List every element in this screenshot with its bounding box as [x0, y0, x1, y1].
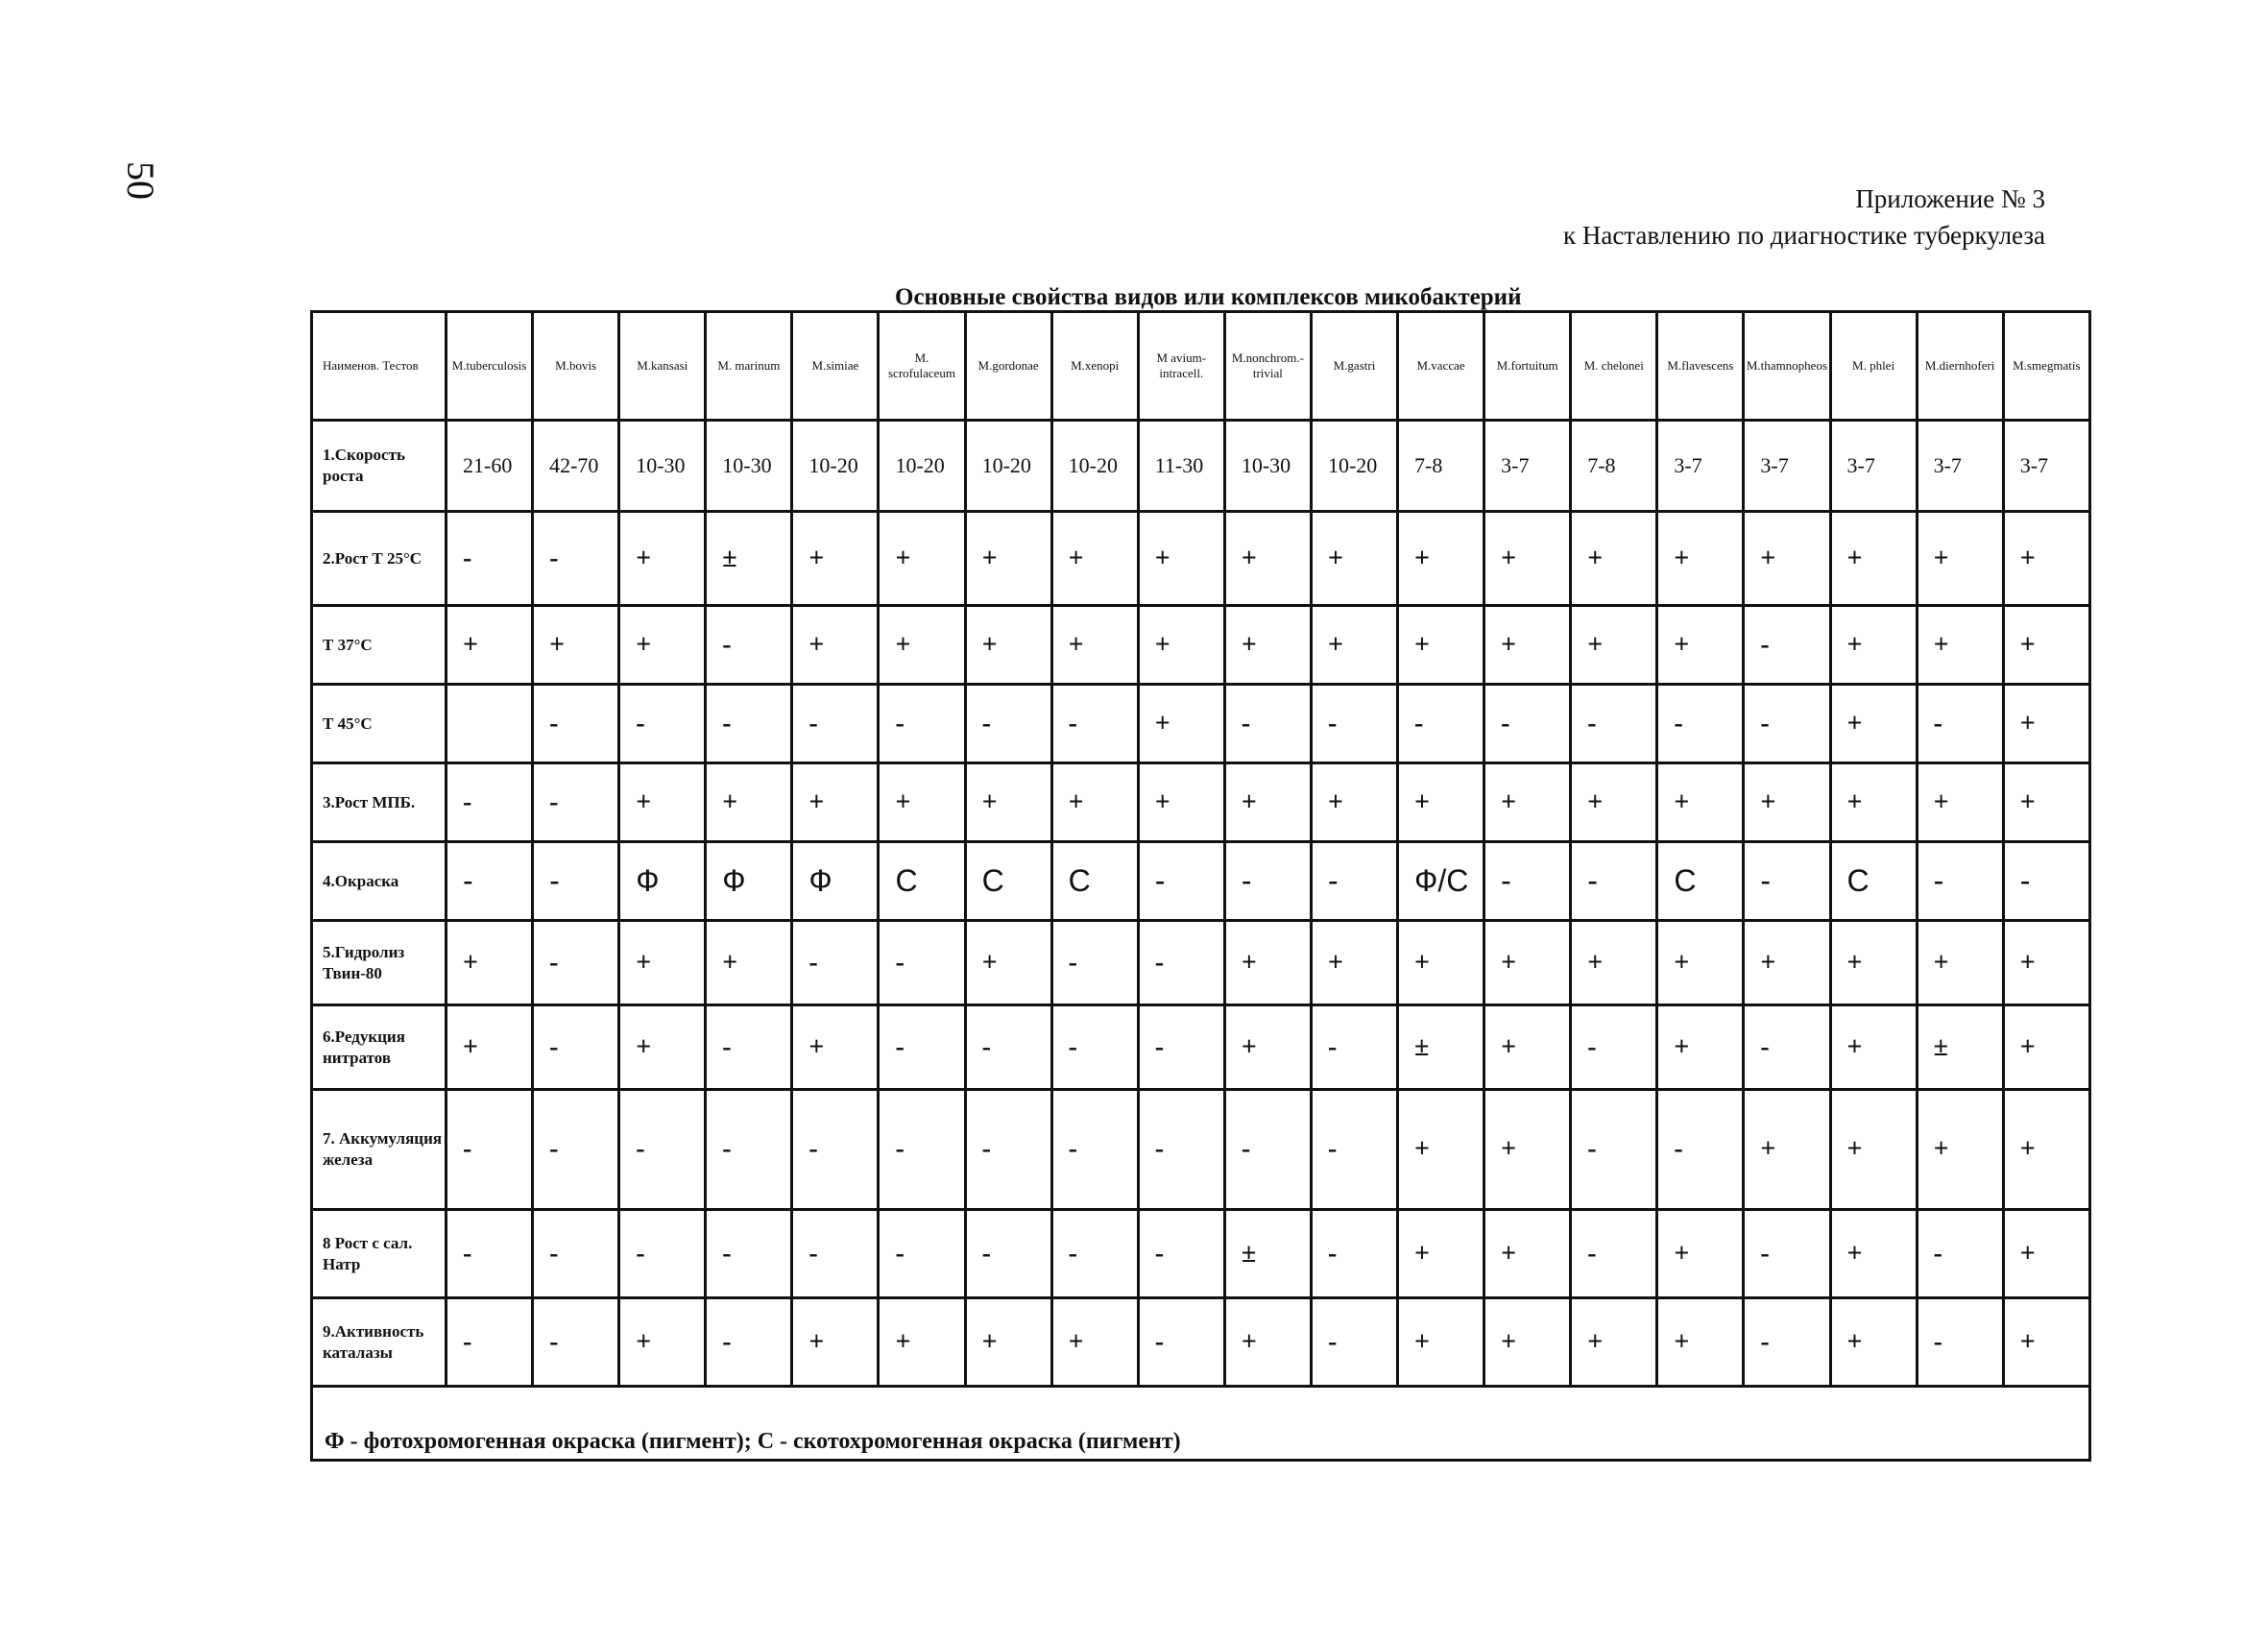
column-header: M. chelonei — [1571, 312, 1657, 421]
table-cell: + — [1484, 512, 1571, 606]
column-header: M.kansasi — [619, 312, 706, 421]
properties-table — [310, 310, 2091, 1462]
table-cell: - — [619, 1210, 706, 1298]
table-cell: 7-8 — [1571, 421, 1657, 512]
row-label: 2.Рост Т 25°С — [312, 512, 446, 606]
column-header: M.gastri — [1311, 312, 1397, 421]
table-cell: + — [2003, 1298, 2089, 1387]
table-cell: + — [1224, 921, 1311, 1005]
table-cell: + — [879, 606, 965, 685]
table-cell: 10-20 — [1051, 421, 1138, 512]
table-cell: С — [1657, 842, 1744, 921]
table-cell: - — [792, 1210, 879, 1298]
table-cell: + — [965, 606, 1051, 685]
table-cell: + — [1830, 512, 1917, 606]
table-cell: + — [1830, 763, 1917, 842]
table-cell: - — [706, 685, 792, 763]
table-cell: - — [1051, 1005, 1138, 1090]
table-cell: - — [879, 1005, 965, 1090]
table-cell: - — [1224, 1090, 1311, 1210]
table-cell: - — [1051, 1210, 1138, 1298]
table-cell: - — [879, 921, 965, 1005]
table-cell: + — [619, 1005, 706, 1090]
row-label: 6.Редукция нитратов — [312, 1005, 446, 1090]
table-cell: + — [2003, 685, 2089, 763]
row-label: Т 45°С — [312, 685, 446, 763]
table-cell: - — [619, 685, 706, 763]
table-cell: 42-70 — [533, 421, 619, 512]
table-cell: + — [1398, 921, 1484, 1005]
appendix-line-1: Приложение № 3 — [1855, 184, 2045, 213]
table-cell: + — [1744, 921, 1830, 1005]
table-cell: 3-7 — [1917, 421, 2003, 512]
table-cell: - — [1917, 1298, 2003, 1387]
table-cell: Ф — [706, 842, 792, 921]
table-cell: + — [1657, 763, 1744, 842]
table-cell: - — [1744, 685, 1830, 763]
table-cell: - — [1744, 842, 1830, 921]
column-header: M.gordonae — [965, 312, 1051, 421]
table-cell: - — [533, 763, 619, 842]
table-cell: + — [1398, 512, 1484, 606]
table-cell: + — [1917, 763, 2003, 842]
column-header: M.bovis — [533, 312, 619, 421]
table-cell: + — [2003, 763, 2089, 842]
appendix-note — [1563, 181, 2045, 254]
table-cell: 10-20 — [1311, 421, 1397, 512]
table-cell: - — [706, 606, 792, 685]
table-cell: - — [446, 1298, 533, 1387]
table-cell: С — [879, 842, 965, 921]
column-header: M.vaccae — [1398, 312, 1484, 421]
table-cell: ± — [706, 512, 792, 606]
table-cell: + — [1051, 512, 1138, 606]
table-cell: + — [1571, 512, 1657, 606]
table-cell: + — [1830, 921, 1917, 1005]
table-cell: - — [446, 512, 533, 606]
table-cell: + — [1830, 1005, 1917, 1090]
table-cell: + — [1398, 763, 1484, 842]
table-cell: + — [1830, 685, 1917, 763]
table-cell: 7-8 — [1398, 421, 1484, 512]
table-cell: + — [1398, 1090, 1484, 1210]
table-cell: + — [1744, 763, 1830, 842]
table-cell: - — [792, 685, 879, 763]
table-cell: + — [1051, 763, 1138, 842]
table-cell: + — [965, 921, 1051, 1005]
header-row — [312, 312, 2090, 421]
table-cell: - — [1311, 1298, 1397, 1387]
table-cell: + — [1917, 921, 2003, 1005]
table-cell: - — [1311, 685, 1397, 763]
table-cell: + — [1917, 1090, 2003, 1210]
table-cell: 3-7 — [2003, 421, 2089, 512]
table-cell: + — [1224, 606, 1311, 685]
table-cell: - — [1571, 842, 1657, 921]
table-cell: - — [1311, 842, 1397, 921]
column-header: M.fortuitum — [1484, 312, 1571, 421]
table-row — [312, 1298, 2090, 1387]
table-cell: - — [1138, 1298, 1224, 1387]
table-cell: ± — [1398, 1005, 1484, 1090]
table-cell: + — [1657, 606, 1744, 685]
table-cell: 3-7 — [1830, 421, 1917, 512]
column-header: M avium-intracell. — [1138, 312, 1224, 421]
table-row — [312, 842, 2090, 921]
table-cell: - — [2003, 842, 2089, 921]
table-cell: + — [1657, 1298, 1744, 1387]
table-cell: - — [1744, 606, 1830, 685]
table-cell: - — [706, 1210, 792, 1298]
table-cell: - — [1571, 1005, 1657, 1090]
table-cell: + — [1138, 763, 1224, 842]
table-cell: - — [533, 1298, 619, 1387]
table-cell: + — [1917, 512, 2003, 606]
table-cell: - — [1917, 1210, 2003, 1298]
table-cell: + — [1657, 1210, 1744, 1298]
table-cell: + — [965, 512, 1051, 606]
table-cell: - — [1571, 685, 1657, 763]
table-cell: + — [1224, 1005, 1311, 1090]
appendix-line-2: к Наставлению по диагностике туберкулеза — [1562, 221, 2045, 250]
table-cell: - — [965, 1005, 1051, 1090]
table-cell: + — [1571, 763, 1657, 842]
table-row — [312, 606, 2090, 685]
table-cell: + — [1484, 1005, 1571, 1090]
table-cell: + — [446, 606, 533, 685]
table-cell: - — [792, 921, 879, 1005]
table-cell: - — [446, 842, 533, 921]
column-header: M. scrofulaceum — [879, 312, 965, 421]
table-cell: С — [1051, 842, 1138, 921]
table-cell: - — [1224, 842, 1311, 921]
table-cell: + — [1571, 1298, 1657, 1387]
table-row — [312, 1005, 2090, 1090]
table-row — [312, 512, 2090, 606]
column-header: M. marinum — [706, 312, 792, 421]
column-header: M. phlei — [1830, 312, 1917, 421]
table-cell: С — [1830, 842, 1917, 921]
table-cell: - — [1657, 685, 1744, 763]
table-cell: - — [533, 1210, 619, 1298]
table-cell: ± — [1917, 1005, 2003, 1090]
table-cell: + — [965, 1298, 1051, 1387]
row-label: 1.Скорость роста — [312, 421, 446, 512]
table-cell: + — [2003, 606, 2089, 685]
table-cell: + — [706, 763, 792, 842]
table-row — [312, 421, 2090, 512]
table-cell: + — [1138, 512, 1224, 606]
table-cell: - — [706, 1298, 792, 1387]
table-cell: - — [446, 1090, 533, 1210]
table-cell: + — [619, 763, 706, 842]
column-header: M.flavescens — [1657, 312, 1744, 421]
table-cell: + — [879, 1298, 965, 1387]
table-cell: + — [1224, 763, 1311, 842]
table-cell: + — [1484, 606, 1571, 685]
legend-text: Ф - фотохромогенная окраска (пигмент); С - скотохромогенная окраска (пигмент) — [312, 1387, 2090, 1461]
table-cell: - — [1051, 1090, 1138, 1210]
table-cell: + — [792, 512, 879, 606]
table-cell: - — [446, 1210, 533, 1298]
table-cell: - — [1138, 1090, 1224, 1210]
table-cell: + — [1484, 1090, 1571, 1210]
column-header: M.smegmatis — [2003, 312, 2089, 421]
table-cell: - — [1744, 1298, 1830, 1387]
table-cell: - — [1138, 921, 1224, 1005]
table-cell: + — [533, 606, 619, 685]
table-cell: - — [706, 1090, 792, 1210]
table-cell: 10-30 — [706, 421, 792, 512]
table-cell: + — [1398, 1298, 1484, 1387]
table-cell: + — [1657, 921, 1744, 1005]
table-cell: + — [1830, 1298, 1917, 1387]
table-row — [312, 1210, 2090, 1298]
table-cell: - — [1917, 685, 2003, 763]
table-cell: + — [1398, 606, 1484, 685]
table-cell: 10-30 — [619, 421, 706, 512]
table-cell: + — [792, 763, 879, 842]
table-cell: - — [1398, 685, 1484, 763]
table-cell: - — [533, 842, 619, 921]
table-cell: - — [792, 1090, 879, 1210]
table-cell: + — [1138, 685, 1224, 763]
table-cell: + — [1484, 921, 1571, 1005]
table-cell: - — [1657, 1090, 1744, 1210]
legend-row — [312, 1387, 2090, 1461]
table-cell: + — [619, 1298, 706, 1387]
table-cell: - — [1051, 685, 1138, 763]
table-cell: + — [619, 606, 706, 685]
table-cell: - — [1571, 1210, 1657, 1298]
table-cell: + — [1224, 1298, 1311, 1387]
column-header: M.xenopi — [1051, 312, 1138, 421]
table-cell: Ф — [619, 842, 706, 921]
table-cell: 11-30 — [1138, 421, 1224, 512]
table-cell: + — [2003, 1210, 2089, 1298]
table-row — [312, 1090, 2090, 1210]
column-header: M.simiae — [792, 312, 879, 421]
table-cell: + — [1224, 512, 1311, 606]
table-cell: - — [879, 1210, 965, 1298]
column-header: M.tuberculosis — [446, 312, 533, 421]
table-cell: + — [1744, 512, 1830, 606]
table-cell: - — [1224, 685, 1311, 763]
table-cell: + — [2003, 1090, 2089, 1210]
table-cell: - — [1311, 1090, 1397, 1210]
table-cell: - — [1571, 1090, 1657, 1210]
table-cell: - — [1917, 842, 2003, 921]
table-cell: 10-20 — [792, 421, 879, 512]
table-cell: ± — [1224, 1210, 1311, 1298]
table-cell: + — [1051, 1298, 1138, 1387]
page-number: 50 — [119, 161, 162, 200]
column-header: M.thamnopheos — [1744, 312, 1830, 421]
table-cell: + — [1484, 1210, 1571, 1298]
table-cell — [446, 685, 533, 763]
row-label: 9.Активность каталазы — [312, 1298, 446, 1387]
table-cell: 21-60 — [446, 421, 533, 512]
table-cell: + — [1311, 921, 1397, 1005]
table-cell: + — [1484, 763, 1571, 842]
column-header: M.nonchrom.-trivial — [1224, 312, 1311, 421]
table-cell: + — [879, 763, 965, 842]
table-cell: 3-7 — [1744, 421, 1830, 512]
table-cell: + — [1311, 606, 1397, 685]
table-cell: - — [1311, 1210, 1397, 1298]
table-row — [312, 685, 2090, 763]
column-header: M.diernhoferi — [1917, 312, 2003, 421]
table-cell: Ф — [792, 842, 879, 921]
header-tests: Наименов. Тестов — [312, 312, 446, 421]
table-cell: - — [1484, 842, 1571, 921]
table-cell: - — [1744, 1005, 1830, 1090]
table-cell: + — [1484, 1298, 1571, 1387]
table-cell: + — [706, 921, 792, 1005]
table-cell: + — [1830, 606, 1917, 685]
table-cell: - — [619, 1090, 706, 1210]
table-cell: - — [533, 1090, 619, 1210]
table-cell: - — [1138, 1210, 1224, 1298]
table-cell: 3-7 — [1484, 421, 1571, 512]
table-cell: + — [792, 1005, 879, 1090]
table-cell: - — [1051, 921, 1138, 1005]
row-label: Т 37°С — [312, 606, 446, 685]
table-cell: - — [1744, 1210, 1830, 1298]
table-cell: - — [533, 685, 619, 763]
table-cell: - — [879, 685, 965, 763]
table-cell: Ф/С — [1398, 842, 1484, 921]
table-cell: - — [965, 1210, 1051, 1298]
table-cell: + — [1571, 921, 1657, 1005]
table-cell: + — [1051, 606, 1138, 685]
table-cell: + — [1311, 763, 1397, 842]
table-cell: С — [965, 842, 1051, 921]
table-cell: + — [2003, 1005, 2089, 1090]
row-label: 5.Гидролиз Твин-80 — [312, 921, 446, 1005]
table-cell: + — [1657, 512, 1744, 606]
row-label: 7. Аккумуляция железа — [312, 1090, 446, 1210]
table-cell: + — [619, 921, 706, 1005]
table-cell: + — [1744, 1090, 1830, 1210]
table-cell: 10-20 — [965, 421, 1051, 512]
table-cell: + — [446, 921, 533, 1005]
table-cell: + — [965, 763, 1051, 842]
table-cell: - — [1138, 1005, 1224, 1090]
table-cell: 10-30 — [1224, 421, 1311, 512]
table-cell: - — [1311, 1005, 1397, 1090]
row-label: 8 Рост с сал. Натр — [312, 1210, 446, 1298]
table-cell: + — [792, 1298, 879, 1387]
table-body — [312, 421, 2090, 1461]
row-label: 4.Окраска — [312, 842, 446, 921]
table-cell: + — [2003, 921, 2089, 1005]
table-cell: - — [1484, 685, 1571, 763]
table-row — [312, 921, 2090, 1005]
table-cell: - — [965, 685, 1051, 763]
table-cell: - — [533, 1005, 619, 1090]
table-cell: + — [1398, 1210, 1484, 1298]
table-cell: + — [879, 512, 965, 606]
table-cell: + — [1830, 1210, 1917, 1298]
table-cell: + — [1917, 606, 2003, 685]
table-cell: - — [533, 921, 619, 1005]
table-cell: + — [1830, 1090, 1917, 1210]
table-cell: - — [706, 1005, 792, 1090]
table-cell: - — [965, 1090, 1051, 1210]
table-cell: + — [446, 1005, 533, 1090]
table-title: Основные свойства видов или комплексов микобактерий — [895, 284, 1522, 310]
table-cell: + — [1138, 606, 1224, 685]
table-cell: + — [1571, 606, 1657, 685]
table-cell: + — [792, 606, 879, 685]
table-cell: + — [1311, 512, 1397, 606]
table-cell: 10-20 — [879, 421, 965, 512]
table-cell: + — [1657, 1005, 1744, 1090]
table-cell: - — [879, 1090, 965, 1210]
table-cell: - — [446, 763, 533, 842]
table-cell: 3-7 — [1657, 421, 1744, 512]
row-label: 3.Рост МПБ. — [312, 763, 446, 842]
table-cell: + — [619, 512, 706, 606]
table-cell: + — [2003, 512, 2089, 606]
table-cell: - — [1138, 842, 1224, 921]
table-cell: - — [533, 512, 619, 606]
table-row — [312, 763, 2090, 842]
